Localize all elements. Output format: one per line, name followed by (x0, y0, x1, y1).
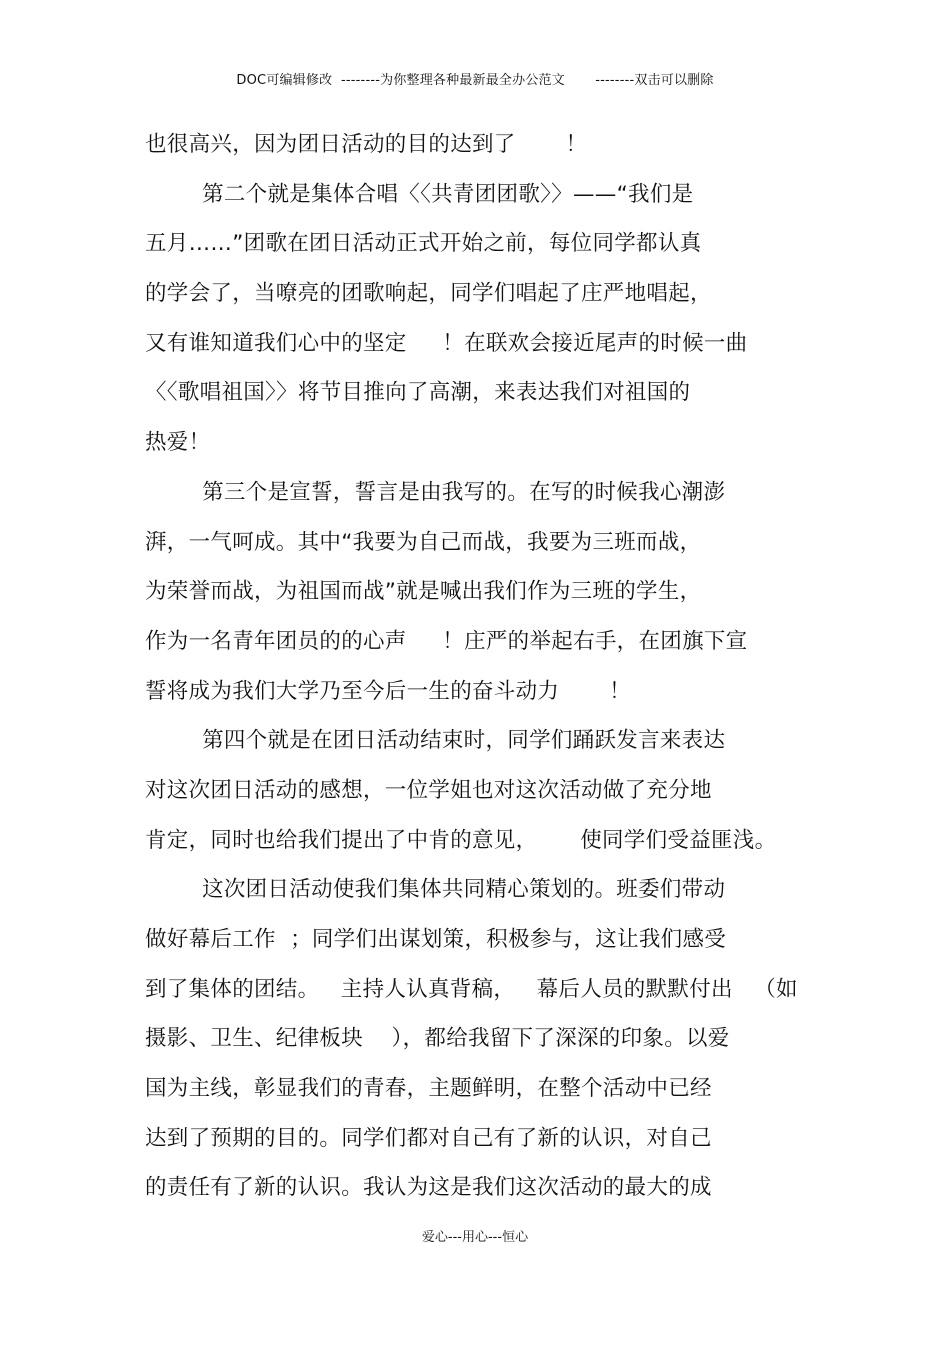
body-line: 热爱！ (145, 430, 211, 456)
body-line: 达到了预期的目的。同学们都对自己有了新的认识，对自己 (145, 1125, 712, 1151)
document-body (145, 120, 825, 1213)
body-line: 湃，一气呵成。其中“我要为自己而战，我要为三班而战， (145, 529, 702, 555)
body-line: 国为主线，彰显我们的青春，主题鲜明，在整个活动中已经 (145, 1076, 712, 1102)
body-line: 对这次团日活动的感想，一位学姐也对这次活动做了充分地 (145, 777, 712, 803)
page-header: DOC可编辑修改 --------为你整理各种最新最全办公范文 --------双击可以删除 (236, 73, 714, 88)
body-line: 摄影、卫生、纪律板块 ），都给我留下了深深的印象。以爱 (145, 1026, 730, 1052)
page-footer: 爱心---用心---恒心 (421, 1230, 529, 1245)
body-line: 又有谁知道我们心中的坚定 ！在联欢会接近尾声的时候一曲 (145, 330, 748, 356)
body-line: 第三个是宣誓，誓言是由我写的。在写的时候我心潮澎 (145, 479, 726, 505)
body-line: 第四个就是在团日活动结束时，同学们踊跃发言来表达 (145, 728, 726, 754)
body-line: 的学会了，当嘹亮的团歌响起，同学们唱起了庄严地唱起， (145, 281, 712, 307)
body-line: 到了集体的团结。 主持人认真背稿， 幕后人员的默默付出 （如 (145, 976, 798, 1002)
body-line: 誓将成为我们大学乃至今后一生的奋斗动力 ！ (145, 678, 631, 704)
body-line: 肯定，同时也给我们提出了中肯的意见， 使同学们受益匪浅。 (145, 827, 777, 853)
body-line: 也很高兴，因为团日活动的目的达到了 ！ (145, 132, 588, 157)
body-line: 五月……”团歌在团日活动正式开始之前，每位同学都认真 (145, 231, 702, 257)
body-line: 〈〈歌唱祖国〉〉将节目推向了高潮，来表达我们对祖国的 (145, 380, 691, 406)
body-line: 为荣誉而战，为祖国而战”就是喊出我们作为三班的学生， (145, 579, 702, 605)
body-line: 这次团日活动使我们集体共同精心策划的。班委们带动 (145, 877, 726, 903)
body-line: 作为一名青年团员的的心声 ！庄严的举起右手，在团旗下宣 (145, 628, 748, 654)
body-line: 的责任有了新的认识。我认为这是我们这次活动的最大的成 (145, 1175, 712, 1201)
body-line: 第二个就是集体合唱〈〈共青团团歌〉〉——“我们是 (145, 181, 694, 207)
body-line: 做好幕后工作 ；同学们出谋划策，积极参与，这让我们感受 (145, 927, 727, 952)
